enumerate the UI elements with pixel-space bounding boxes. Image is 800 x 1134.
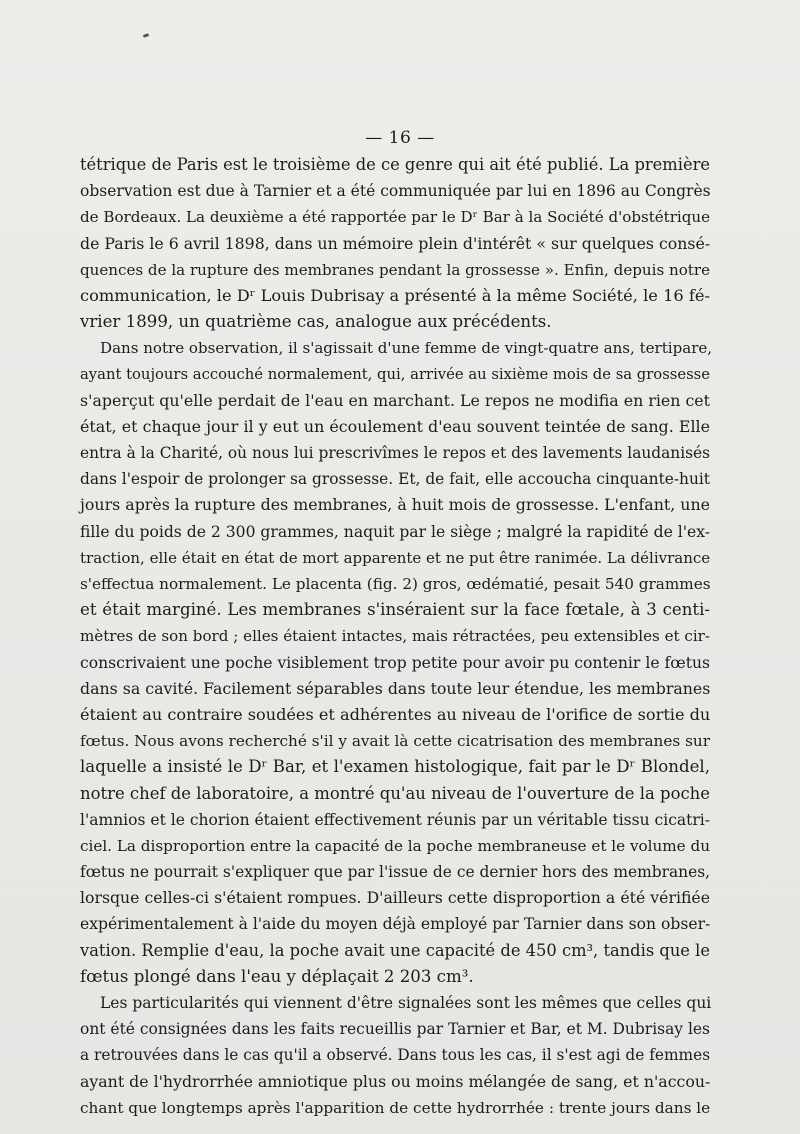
text-line: laquelle a insisté le Dʳ Bar, et l'examen histologique, fait par le Dʳ Blondel, bbox=[80, 757, 710, 777]
text-line: conscrivaient une poche visiblement trop petite pour avoir pu contenir le fœtus bbox=[80, 653, 710, 672]
text-line: Les particularités qui viennent d'être signalées sont les mêmes que celles qui bbox=[100, 994, 712, 1012]
text-line: mètres de son bord ; elles étaient intactes, mais rétractées, peu extensibles et cir- bbox=[80, 627, 710, 646]
text-line: de Paris le 6 avril 1898, dans un mémoire plein d'intérêt « sur quelques consé- bbox=[80, 233, 711, 253]
text-line: ont été consignées dans les faits recueillis par Tarnier et Bar, et M. Dubrisay les bbox=[80, 1020, 710, 1039]
text-line: dans l'espoir de prolonger sa grossesse. Et, de fait, elle accoucha cinquante-huit bbox=[80, 470, 710, 489]
body-text bbox=[80, 152, 713, 1121]
text-line: dans sa cavité. Facilement séparables dans toute leur étendue, les membranes bbox=[80, 678, 711, 698]
text-line: ayant de l'hydrorrhée amniotique plus ou moins mélangée de sang, et n'accou- bbox=[80, 1071, 711, 1091]
text-line: traction, elle était en état de mort apparente et ne put être ranimée. La délivrance bbox=[80, 548, 711, 567]
text-line: observation est due à Tarnier et a été communiquée par lui en 1896 au Congrès bbox=[80, 182, 711, 201]
text-line: s'effectua normalement. Le placenta (fig. 2) gros, œdématié, pesait 540 grammes bbox=[80, 575, 711, 593]
text-line: vation. Remplie d'eau, la poche avait une capacité de 450 cm³, tandis que le bbox=[80, 940, 710, 960]
text-line: a retrouvées dans le cas qu'il a observé. Dans tous les cas, il s'est agi de femmes bbox=[80, 1046, 711, 1065]
text-line: de Bordeaux. La deuxième a été rapportée par le Dʳ Bar à la Société d'obstétrique bbox=[80, 208, 710, 227]
text-line: ciel. La disproportion entre la capacité de la poche membraneuse et le volume du bbox=[80, 836, 710, 855]
text-line: entra à la Charité, où nous lui prescrivîmes le repos et des lavements laudanisés bbox=[80, 444, 710, 463]
text-line: jours après la rupture des membranes, à huit mois de grossesse. L'enfant, une bbox=[80, 495, 710, 515]
text-line: état, et chaque jour il y eut un écoulement d'eau souvent teintée de sang. Elle bbox=[80, 416, 710, 436]
text-line: ayant toujours accouché normalement, qui, arrivée au sixième mois de sa grossesse bbox=[80, 365, 710, 383]
text-line: notre chef de laboratoire, a montré qu'au niveau de l'ouverture de la poche bbox=[80, 783, 710, 803]
text-line: Dans notre observation, il s'agissait d'une femme de vingt-quatre ans, tertipare, bbox=[100, 339, 713, 358]
text-line: quences de la rupture des membranes pendant la grossesse ». Enfin, depuis notre bbox=[80, 260, 710, 279]
text-line: chant que longtemps après l'apparition de cette hydrorrhée : trente jours dans le bbox=[80, 1098, 711, 1117]
text-line: étaient au contraire soudées et adhérentes au niveau de l'orifice de sortie du bbox=[80, 704, 711, 724]
text-line: s'aperçut qu'elle perdait de l'eau en marchant. Le repos ne modifia en rien cet bbox=[80, 390, 710, 410]
page-number: — 16 — bbox=[365, 128, 435, 148]
text-line: communication, le Dʳ Louis Dubrisay a présenté à la même Société, le 16 fé- bbox=[80, 285, 710, 305]
text-line: fille du poids de 2 300 grammes, naquit par le siège ; malgré la rapidité de l'ex- bbox=[80, 522, 710, 541]
text-line: et était marginé. Les membranes s'inséraient sur la face fœtale, à 3 centi- bbox=[80, 600, 710, 620]
text-line: vrier 1899, un quatrième cas, analogue aux précédents. bbox=[80, 312, 552, 332]
text-line: tétrique de Paris est le troisième de ce genre qui ait été publié. La première bbox=[80, 155, 710, 174]
text-line: expérimentalement à l'aide du moyen déjà employé par Tarnier dans son obser- bbox=[80, 915, 711, 934]
text-line: l'amnios et le chorion étaient effectivement réunis par un véritable tissu cicatri- bbox=[80, 810, 710, 829]
ink-speck bbox=[143, 33, 150, 38]
text-line: fœtus plongé dans l'eau y déplaçait 2 203 cm³. bbox=[80, 966, 474, 986]
text-line: lorsque celles-ci s'étaient rompues. D'ailleurs cette disproportion a été vérifiée bbox=[80, 888, 710, 908]
text-line: fœtus. Nous avons recherché s'il y avait là cette cicatrisation des membranes sur bbox=[80, 732, 710, 751]
text-line: fœtus ne pourrait s'expliquer que par l'issue de ce dernier hors des membranes, bbox=[80, 863, 710, 882]
